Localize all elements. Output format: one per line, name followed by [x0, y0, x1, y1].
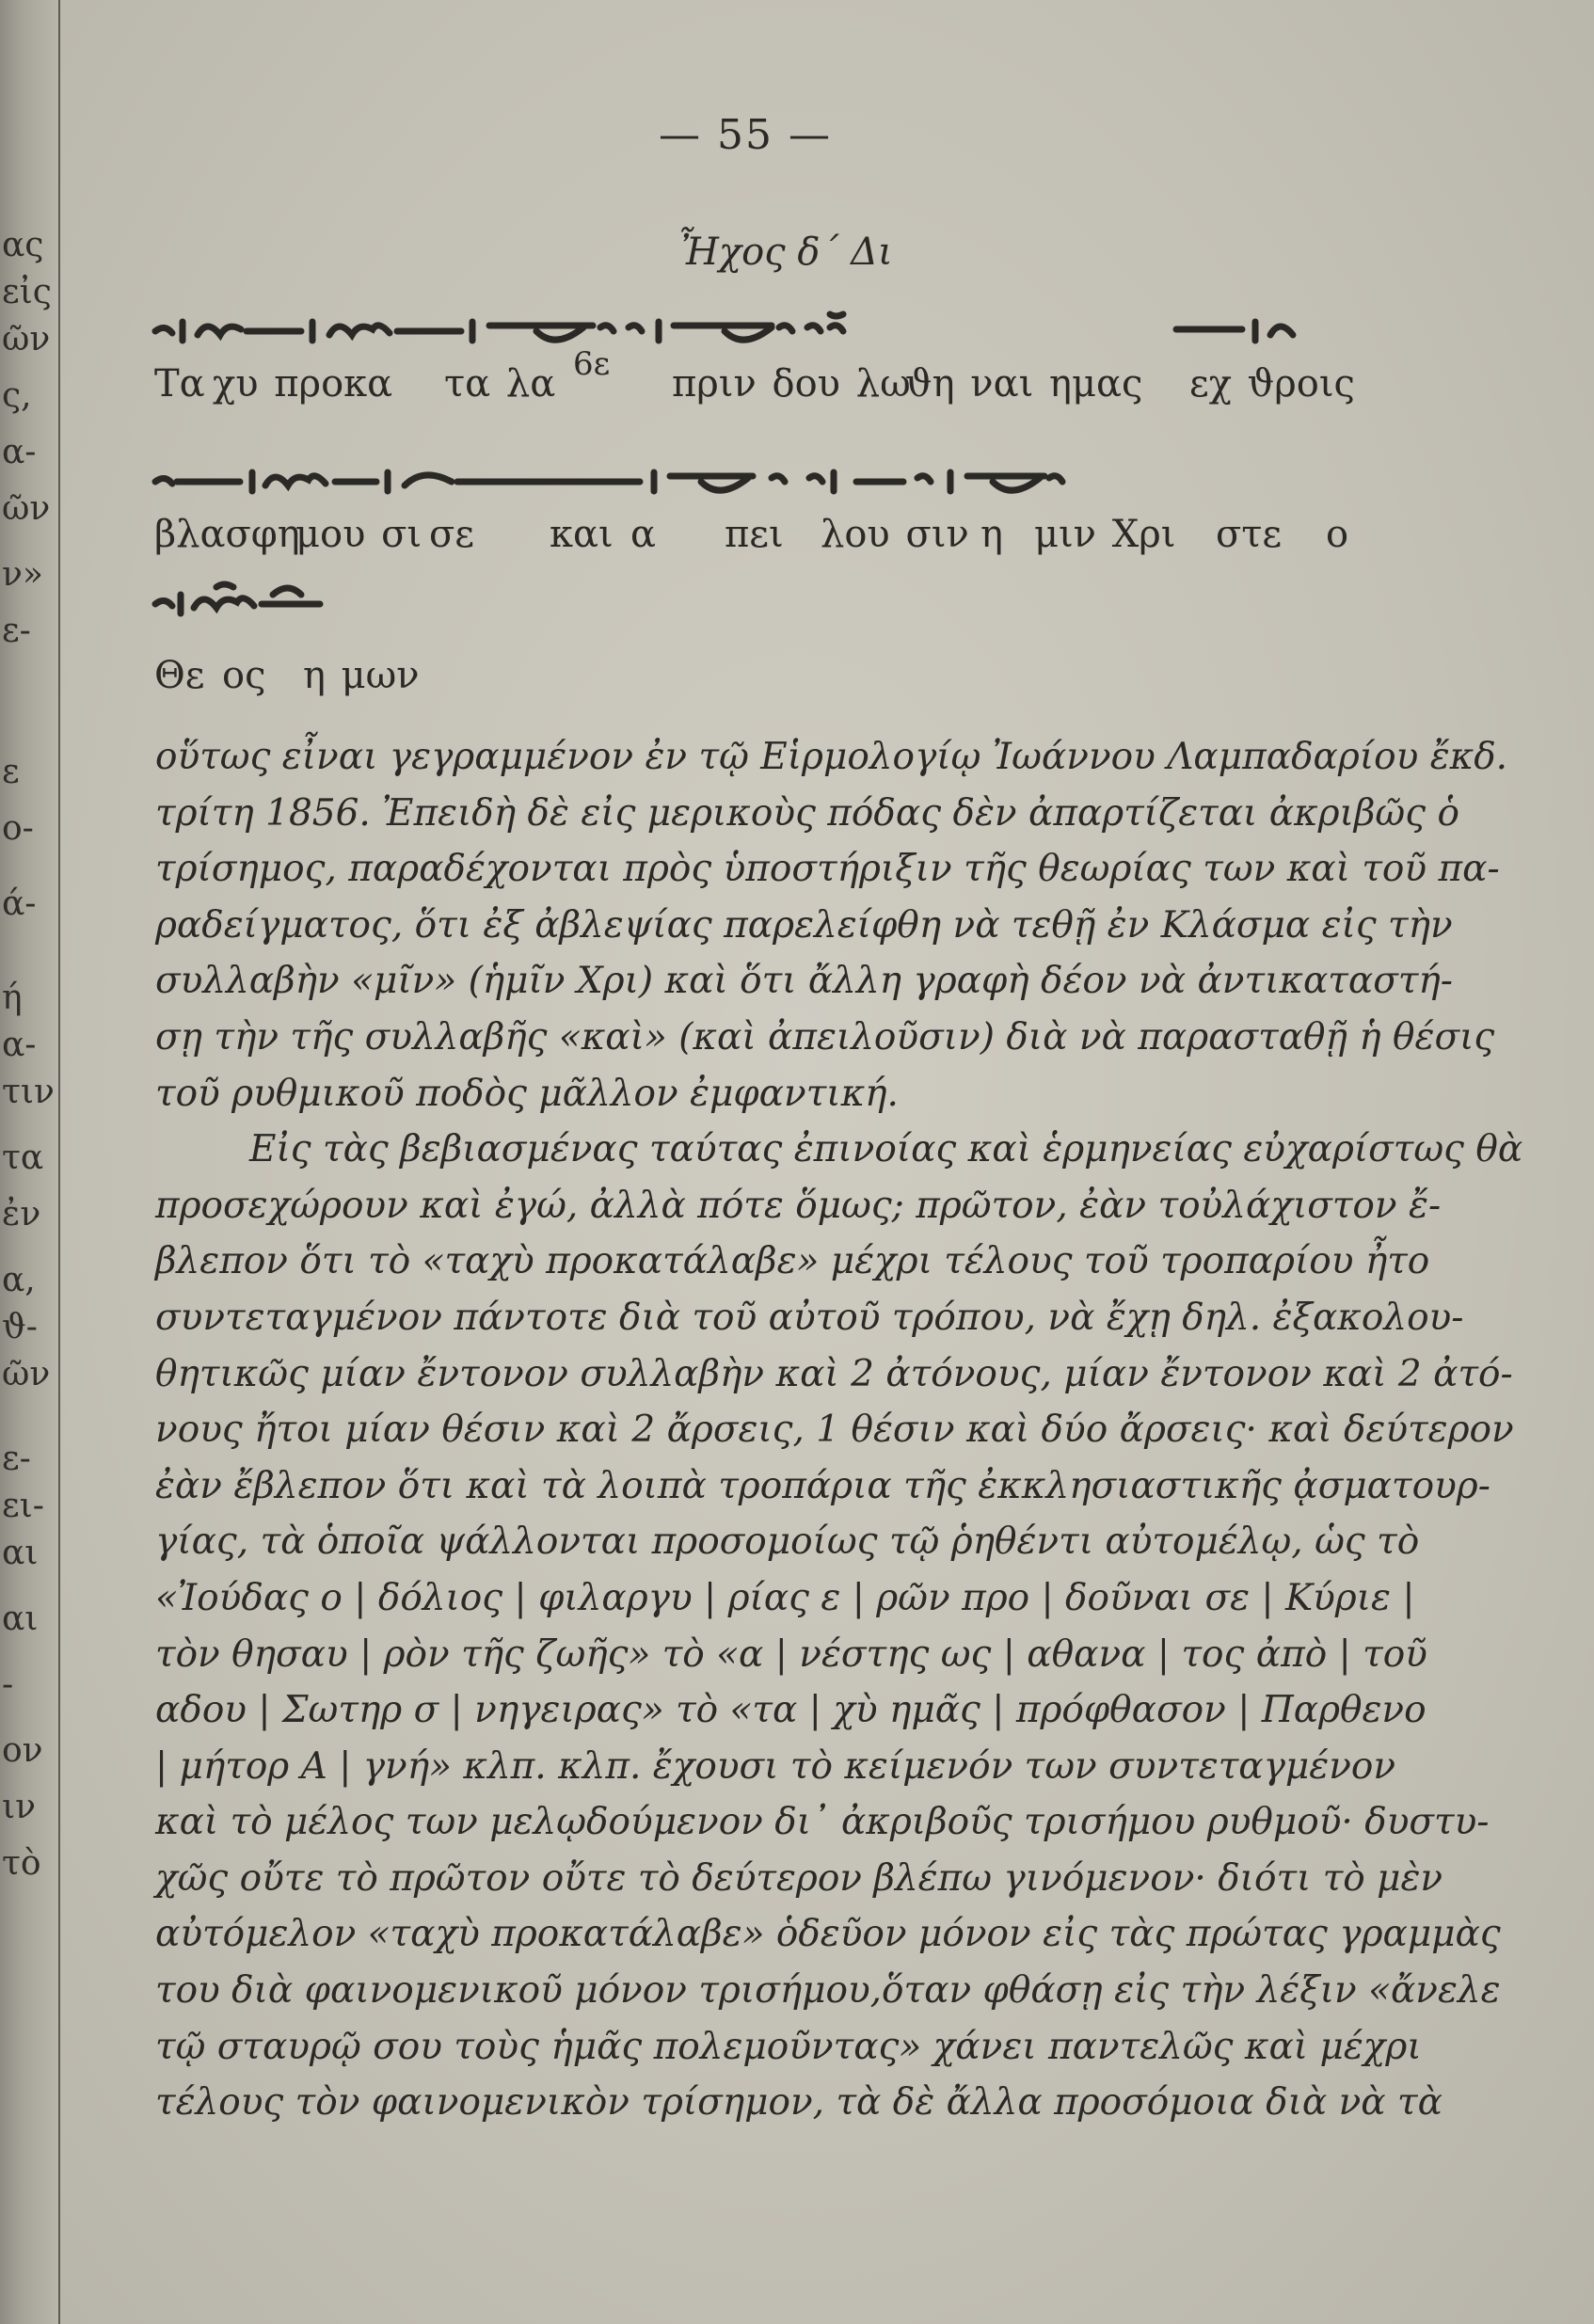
text-line: χῶς οὔτε τὸ πρῶτον οὔτε τὸ δεύτερον βλέπω γινόμενον· διότι τὸ μὲν	[155, 1856, 1443, 1900]
margin-fragment: αι	[2, 1600, 39, 1638]
margin-fragment: τὸ	[2, 1844, 41, 1883]
neume-line-1	[151, 310, 1364, 348]
text-line: νους ἤτοι μίαν θέσιν καὶ 2 ἄρσεις, 1 θέσιν καὶ δύο ἄρσεις· καὶ δεύτερον	[155, 1409, 1514, 1452]
text-line: βλεπον ὅτι τὸ «ταχὺ προκατάλαβε» μέχρι τέλους τοῦ τροπαρίου ἦτο	[155, 1240, 1430, 1283]
chant-mode-heading	[677, 231, 893, 274]
mode-label: Ἦχος δ΄ Δι	[677, 231, 893, 274]
neume-line-2	[151, 461, 1364, 499]
text-line: καὶ τὸ μέλος των μελῳδούμενον δι᾽ ἀκριβοῦς τρισήμου ρυθμοῦ· δυστυ-	[155, 1801, 1490, 1844]
syllable: Τα	[154, 362, 205, 406]
text-line: τῷ σταυρῷ σου τοὺς ἡμᾶς πολεμοῦντας» χάνει παντελῶς καὶ μέχρι	[155, 2025, 1422, 2068]
margin-fragment: αι	[2, 1534, 39, 1572]
text-line: του διὰ φαινομενικοῦ μόνον τρισήμου,ὅταν φθάσῃ εἰς τὴν λέξιν «ἄνελε	[155, 1969, 1501, 2013]
text-line: ἐὰν ἔβλεπον ὅτι καὶ τὰ λοιπὰ τροπάρια τῆς ἐκκλησιαστικῆς ᾀσματουρ-	[155, 1464, 1490, 1507]
margin-fragment: α-	[2, 433, 37, 471]
previous-page-edge	[0, 0, 60, 2324]
margin-fragment: ιν	[2, 1788, 36, 1826]
text-line: γίας, τὰ ὁποῖα ψάλλονται προσομοίως τῷ ῥηθέντι αὐτομέλῳ, ὡς τὸ	[155, 1520, 1420, 1564]
margin-fragment: ά-	[2, 884, 37, 923]
margin-fragment: ον	[2, 1731, 43, 1770]
text-line: σῃ τὴν τῆς συλλαβῆς «καὶ» (καὶ ἀπειλοῦσιν) διὰ νὰ παρασταθῇ ἡ θέσις	[155, 1015, 1495, 1059]
margin-fragment: ει-	[2, 1487, 44, 1525]
text-line: αὐτόμελον «ταχὺ προκατάλαβε» ὁδεῦον μόνον εἰς τὰς πρώτας γραμμὰς	[155, 1913, 1501, 1956]
neume-line-3	[151, 574, 433, 612]
syllable: ος	[222, 654, 266, 697]
margin-fragment: ας	[2, 226, 44, 264]
paragraph	[155, 1122, 1523, 2131]
neume-symbols-3	[151, 574, 433, 630]
syllable: λου σιν	[821, 513, 969, 556]
text-line: τρίσημος, παραδέχονται πρὸς ὑποστήριξιν τῆς θεωρίας των καὶ τοῦ πα-	[155, 848, 1500, 891]
syllable: σε	[429, 513, 475, 556]
syllable: πει	[725, 513, 784, 556]
text-line: οὕτως εἶναι γεγραμμένον ἐν τῷ Εἱρμολογίῳ Ἰωάννου Λαμπαδαρίου ἔκδ.	[155, 736, 1508, 778]
text-line: θητικῶς μίαν ἔντονον συλλαβὴν καὶ 2 ἀτόνους, μίαν ἔντονον καὶ 2 ἀτό-	[155, 1352, 1513, 1395]
text-line: ραδείγματος, ὅτι ἐξ ἀβλεψίας παρελείφθη νὰ τεθῇ ἐν Κλάσμα εἰς τὴν	[155, 903, 1453, 947]
margin-fragment: ἐν	[2, 1195, 41, 1234]
text-line: προσεχώρουν καὶ ἐγώ, ἀλλὰ πότε ὅμως; πρῶτον, ἐὰν τοὐλάχιστον ἔ-	[155, 1184, 1442, 1227]
margin-fragment: τιν	[2, 1073, 55, 1111]
margin-fragment: α,	[2, 1261, 36, 1299]
text-line: Εἰς τὰς βεβιασμένας ταύτας ἐπινοίας καὶ ἑρμηνείας εὐχαρίστως θὰ	[249, 1128, 1523, 1171]
syllable: πριν δου λω	[672, 362, 911, 406]
syllable: η	[980, 513, 1003, 556]
margin-fragment: -	[2, 1665, 14, 1704]
margin-fragment: ή	[2, 979, 23, 1017]
syllable: μιν Χρι	[1034, 513, 1176, 556]
syllable: χυ προκα	[213, 362, 393, 406]
margin-fragment: ε-	[2, 1440, 31, 1478]
syllable: στε	[1216, 513, 1283, 556]
margin-fragment: ν»	[2, 555, 43, 594]
syllable: βλασφη	[154, 513, 300, 556]
text-line: τέλους τὸν φαινομενικὸν τρίσημον, τὰ δὲ ἄλλα προσόμοια διὰ νὰ τὰ	[155, 2081, 1443, 2125]
text-line: αδου | Σωτηρ σ | νηγειρας» τὸ «τα | χὺ ημᾶς | πρόφθασον | Παρθενο	[155, 1689, 1427, 1732]
syllable: 6ε	[573, 345, 611, 383]
text-line: | μήτορ Α | γνή» κλπ. κλπ. ἔχουσι τὸ κείμενόν των συντεταγμένον	[155, 1744, 1396, 1788]
text-line: τὸν θησαυ | ρὸν τῆς ζωῆς» τὸ «α | νέστης ως | αθανα | τος ἀπὸ | τοῦ	[155, 1632, 1427, 1676]
syllable: ο	[1326, 513, 1349, 556]
syllable: μου σι	[295, 513, 422, 556]
margin-fragment: α-	[2, 1026, 37, 1064]
syllable: και	[550, 513, 614, 556]
margin-fragment: ο-	[2, 809, 34, 848]
margin-fragment: ε-	[2, 612, 31, 650]
margin-fragment: ῶν	[2, 320, 51, 358]
text-line: συλλαβὴν «μῖν» (ἡμῖν Χρι) καὶ ὅτι ἄλλη γραφὴ δέον νὰ ἀντικαταστή-	[155, 960, 1453, 1003]
margin-fragment: ῶν	[2, 1355, 51, 1393]
text-line: τοῦ ρυθμικοῦ ποδὸς μᾶλλον ἐμφαντική.	[155, 1072, 899, 1115]
syllable: εχ ϑροις	[1189, 362, 1355, 406]
neume-symbols-2	[151, 461, 1364, 508]
margin-fragment: ϑ-	[2, 1308, 38, 1346]
page-number: — 55 —	[659, 111, 832, 159]
paragraph	[155, 729, 1508, 1122]
margin-fragment: ε	[2, 753, 20, 791]
margin-fragment: ῶν	[2, 489, 51, 528]
margin-fragment: εἰς	[2, 273, 52, 311]
text-line: συντεταγμένον πάντοτε διὰ τοῦ αὐτοῦ τρόπου, νὰ ἔχῃ δηλ. ἐξακολου-	[155, 1296, 1464, 1339]
margin-fragment: τα	[2, 1138, 44, 1177]
syllable: ϑη ναι ημας	[905, 362, 1143, 406]
syllable: η μων	[303, 654, 420, 697]
text-line: τρίτη 1856. Ἐπειδὴ δὲ εἰς μερικοὺς πόδας δὲν ἀπαρτίζεται ἀκριβῶς ὁ	[155, 791, 1459, 835]
text-line: «Ἰούδας ο | δόλιος | φιλαργυ | ρίας ε | ρῶν προ | δοῦναι σε | Κύριε |	[155, 1576, 1415, 1619]
body-text	[155, 729, 1523, 2131]
syllable: Θε	[154, 654, 205, 697]
margin-fragment: ς,	[2, 376, 32, 415]
syllable: τα λα	[444, 362, 556, 406]
neume-symbols-1	[151, 310, 1364, 358]
syllable: α	[630, 513, 657, 556]
